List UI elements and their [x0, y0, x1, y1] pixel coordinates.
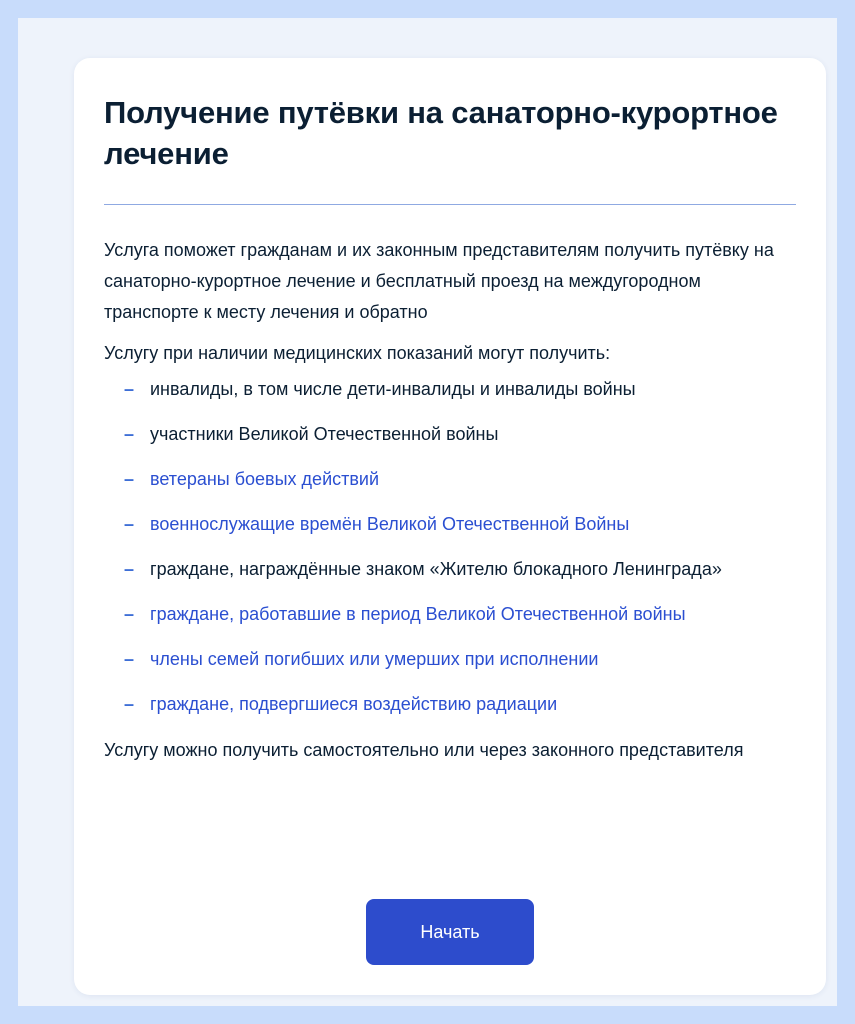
- page-background: [18, 18, 837, 1006]
- list-marker: –: [124, 694, 135, 714]
- page-title: Получение путёвки на санаторно-курортное лечение: [104, 95, 778, 171]
- service-description: Услуга поможет гражданам и их законным представителям получить путёвку на санаторно-курортное лечение и бесплатный проезд на междугородном транспорте к месту лечения и обратно: [104, 240, 774, 322]
- list-marker: –: [124, 559, 135, 579]
- list-marker: –: [124, 424, 135, 444]
- list-marker: –: [124, 514, 135, 534]
- list-item-link[interactable]: [104, 690, 796, 719]
- radiation-affected-link[interactable]: граждане, подвергшиеся воздействию радиации: [150, 694, 558, 714]
- list-item-label: инвалиды, в том числе дети-инвалиды и инвалиды войны: [150, 379, 636, 399]
- title-divider: [104, 204, 796, 205]
- eligible-groups-list: [104, 375, 796, 719]
- list-item-link[interactable]: [104, 645, 796, 674]
- combat-veterans-link[interactable]: ветераны боевых действий: [150, 469, 380, 489]
- list-item: [104, 555, 796, 584]
- list-marker: –: [124, 604, 135, 624]
- list-item: [104, 420, 796, 449]
- list-marker: –: [124, 649, 135, 669]
- list-item-link[interactable]: [104, 465, 796, 494]
- eligibility-heading: Услугу при наличии медицинских показаний могут получить:: [104, 343, 611, 363]
- start-button[interactable]: Начать: [366, 899, 534, 965]
- list-item-link[interactable]: [104, 600, 796, 629]
- ww2-workers-link[interactable]: граждане, работавшие в период Великой Отечественной войны: [150, 604, 686, 624]
- list-marker: –: [124, 379, 135, 399]
- family-members-link[interactable]: члены семей погибших или умерших при исполнении: [150, 649, 599, 669]
- list-item: [104, 375, 796, 404]
- list-item-label: участники Великой Отечественной войны: [150, 424, 499, 444]
- representative-note: Услугу можно получить самостоятельно или через законного представителя: [104, 740, 744, 760]
- list-item-link[interactable]: [104, 510, 796, 539]
- ww2-servicemen-link[interactable]: военнослужащие времён Великой Отечественной Войны: [150, 514, 630, 534]
- list-item-label: граждане, награждённые знаком «Жителю блокадного Ленинграда»: [150, 559, 722, 579]
- service-card: [74, 58, 826, 995]
- list-marker: –: [124, 469, 135, 489]
